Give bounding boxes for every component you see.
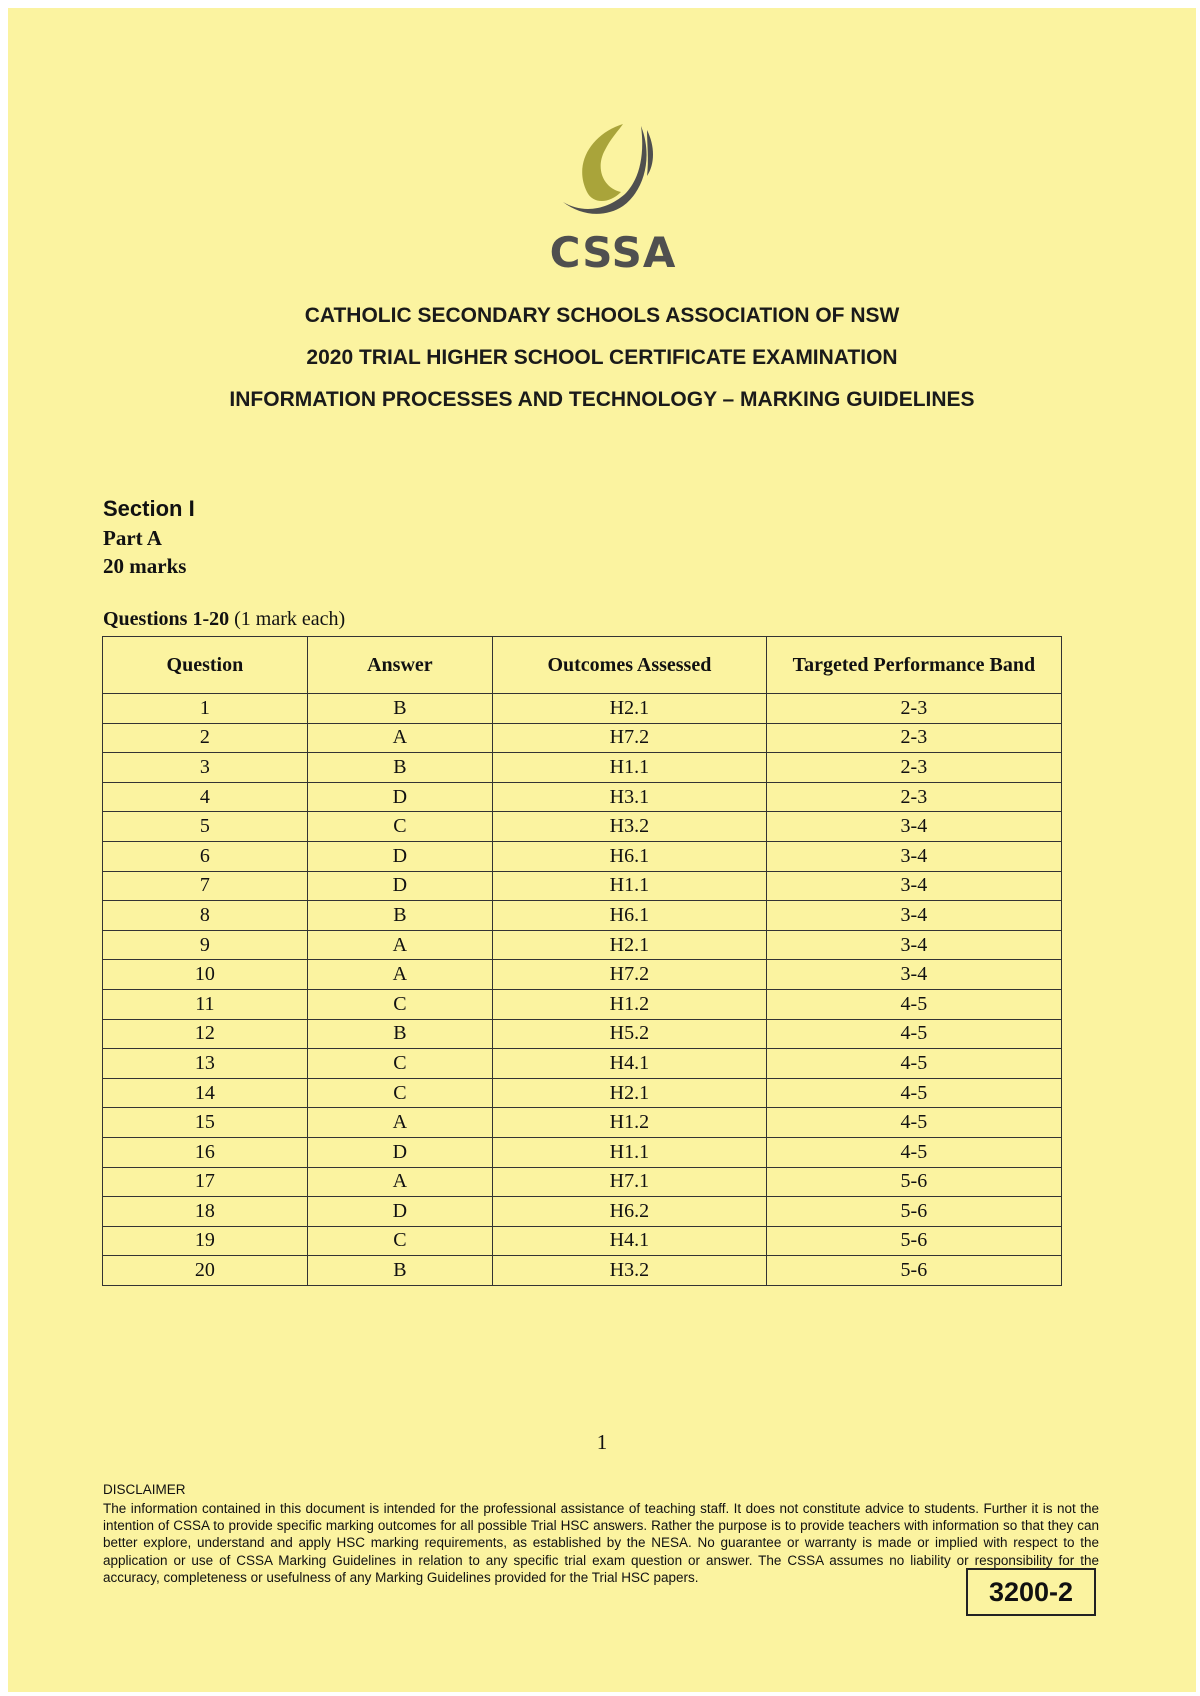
table-row: [103, 960, 1062, 990]
question-cell: 15: [103, 1108, 308, 1138]
outcome-cell: H6.2: [493, 1197, 767, 1227]
question-cell: 5: [103, 812, 308, 842]
heading-subject: INFORMATION PROCESSES AND TECHNOLOGY – MARKING GUIDELINES: [229, 388, 975, 411]
table-header-row: [103, 637, 1062, 694]
questions-range: Questions 1-20: [103, 608, 230, 630]
question-cell: 9: [103, 930, 308, 960]
question-cell: 3: [103, 753, 308, 783]
table-row: [103, 930, 1062, 960]
question-cell: 8: [103, 901, 308, 931]
answer-cell: A: [307, 723, 492, 753]
band-cell: 4-5: [766, 1078, 1061, 1108]
answer-cell: A: [307, 1108, 492, 1138]
answer-cell: C: [307, 1226, 492, 1256]
table-row: [103, 1167, 1062, 1197]
outcome-cell: H5.2: [493, 1019, 767, 1049]
question-cell: 20: [103, 1256, 308, 1286]
band-cell: 2-3: [766, 753, 1061, 783]
cssa-logo-mark: [543, 116, 683, 231]
outcome-cell: H7.2: [493, 723, 767, 753]
outcome-cell: H1.1: [493, 1137, 767, 1167]
table-row: [103, 901, 1062, 931]
table-row: [103, 812, 1062, 842]
question-cell: 19: [103, 1226, 308, 1256]
table-row: [103, 1049, 1062, 1079]
answer-cell: D: [307, 871, 492, 901]
band-cell: 3-4: [766, 841, 1061, 871]
document-page: [8, 8, 1196, 1692]
disclaimer-title: DISCLAIMER: [103, 1482, 186, 1497]
header-band: Targeted Performance Band: [766, 637, 1061, 694]
questions-note: (1 mark each): [229, 608, 346, 630]
page-number: 1: [596, 1430, 608, 1454]
outcome-cell: H6.1: [493, 841, 767, 871]
band-cell: 4-5: [766, 1049, 1061, 1079]
outcome-cell: H4.1: [493, 1049, 767, 1079]
band-cell: 4-5: [766, 989, 1061, 1019]
marking-table: [102, 636, 1062, 1286]
band-cell: 2-3: [766, 694, 1061, 724]
answer-cell: C: [307, 1078, 492, 1108]
question-cell: 7: [103, 871, 308, 901]
table-row: [103, 1256, 1062, 1286]
table-row: [103, 723, 1062, 753]
table-row: [103, 1108, 1062, 1138]
band-cell: 3-4: [766, 960, 1061, 990]
table-row: [103, 1078, 1062, 1108]
table-row: [103, 782, 1062, 812]
table-row: [103, 1197, 1062, 1227]
question-cell: 11: [103, 989, 308, 1019]
answer-cell: D: [307, 782, 492, 812]
cssa-logo: [543, 116, 683, 276]
answer-cell: A: [307, 930, 492, 960]
answer-cell: B: [307, 901, 492, 931]
outcome-cell: H6.1: [493, 901, 767, 931]
question-cell: 14: [103, 1078, 308, 1108]
band-cell: 4-5: [766, 1137, 1061, 1167]
outcome-cell: H2.1: [493, 694, 767, 724]
question-cell: 17: [103, 1167, 308, 1197]
document-code: 3200-2: [966, 1568, 1096, 1616]
table-row: [103, 1137, 1062, 1167]
table-row: [103, 1019, 1062, 1049]
band-cell: 5-6: [766, 1226, 1061, 1256]
question-cell: 13: [103, 1049, 308, 1079]
answer-cell: D: [307, 1197, 492, 1227]
heading-association: CATHOLIC SECONDARY SCHOOLS ASSOCIATION OF NSW: [304, 304, 900, 327]
header-answer: Answer: [307, 637, 492, 694]
table-row: [103, 841, 1062, 871]
table-row: [103, 753, 1062, 783]
outcome-cell: H2.1: [493, 930, 767, 960]
logo-text: CSSA: [549, 228, 677, 277]
band-cell: 5-6: [766, 1197, 1061, 1227]
answer-cell: B: [307, 1019, 492, 1049]
section-title: Section I: [103, 496, 195, 521]
outcome-cell: H2.1: [493, 1078, 767, 1108]
band-cell: 2-3: [766, 723, 1061, 753]
band-cell: 3-4: [766, 812, 1061, 842]
question-cell: 10: [103, 960, 308, 990]
band-cell: 5-6: [766, 1167, 1061, 1197]
part-label: Part A: [103, 526, 162, 550]
outcome-cell: H1.2: [493, 989, 767, 1019]
question-cell: 12: [103, 1019, 308, 1049]
questions-label: [103, 608, 345, 631]
question-cell: 1: [103, 694, 308, 724]
answer-cell: D: [307, 1137, 492, 1167]
answer-cell: C: [307, 989, 492, 1019]
answer-cell: A: [307, 1167, 492, 1197]
answer-cell: B: [307, 1256, 492, 1286]
answer-cell: C: [307, 812, 492, 842]
answer-cell: C: [307, 1049, 492, 1079]
question-cell: 16: [103, 1137, 308, 1167]
marks-label: 20 marks: [103, 554, 187, 578]
band-cell: 5-6: [766, 1256, 1061, 1286]
question-cell: 4: [103, 782, 308, 812]
band-cell: 4-5: [766, 1108, 1061, 1138]
answer-cell: A: [307, 960, 492, 990]
band-cell: 3-4: [766, 930, 1061, 960]
outcome-cell: H4.1: [493, 1226, 767, 1256]
answer-cell: B: [307, 753, 492, 783]
header-question: Question: [103, 637, 308, 694]
table-row: [103, 989, 1062, 1019]
band-cell: 4-5: [766, 1019, 1061, 1049]
table-row: [103, 694, 1062, 724]
header-outcomes: Outcomes Assessed: [493, 637, 767, 694]
heading-examination: 2020 TRIAL HIGHER SCHOOL CERTIFICATE EXAMINATION: [306, 346, 898, 369]
answer-cell: D: [307, 841, 492, 871]
outcome-cell: H3.2: [493, 1256, 767, 1286]
table-row: [103, 871, 1062, 901]
band-cell: 3-4: [766, 901, 1061, 931]
disclaimer-text: The information contained in this document is intended for the professional assistance of teaching staff. It does not constitute advice to students. Further it is not the intention of CSSA to provide specific marking outcomes for all possible Trial HSC answers. Rather the purpose is to provide teachers with information so that they can better explore, understand and apply HSC marking requirements, as established by the NESA. No guarantee or warranty is made or implied with respect to the application or use of CSSA Marking Guidelines in relation to any specific trial exam question or answer. The CSSA assumes no liability or responsibility for the accuracy, completeness or usefulness of any Marking Guidelines provided for the Trial HSC papers.: [103, 1501, 1099, 1585]
band-cell: 3-4: [766, 871, 1061, 901]
outcome-cell: H1.1: [493, 871, 767, 901]
band-cell: 2-3: [766, 782, 1061, 812]
question-cell: 6: [103, 841, 308, 871]
outcome-cell: H3.1: [493, 782, 767, 812]
outcome-cell: H7.1: [493, 1167, 767, 1197]
outcome-cell: H7.2: [493, 960, 767, 990]
outcome-cell: H1.2: [493, 1108, 767, 1138]
question-cell: 2: [103, 723, 308, 753]
outcome-cell: H3.2: [493, 812, 767, 842]
answer-cell: B: [307, 694, 492, 724]
question-cell: 18: [103, 1197, 308, 1227]
table-row: [103, 1226, 1062, 1256]
outcome-cell: H1.1: [493, 753, 767, 783]
